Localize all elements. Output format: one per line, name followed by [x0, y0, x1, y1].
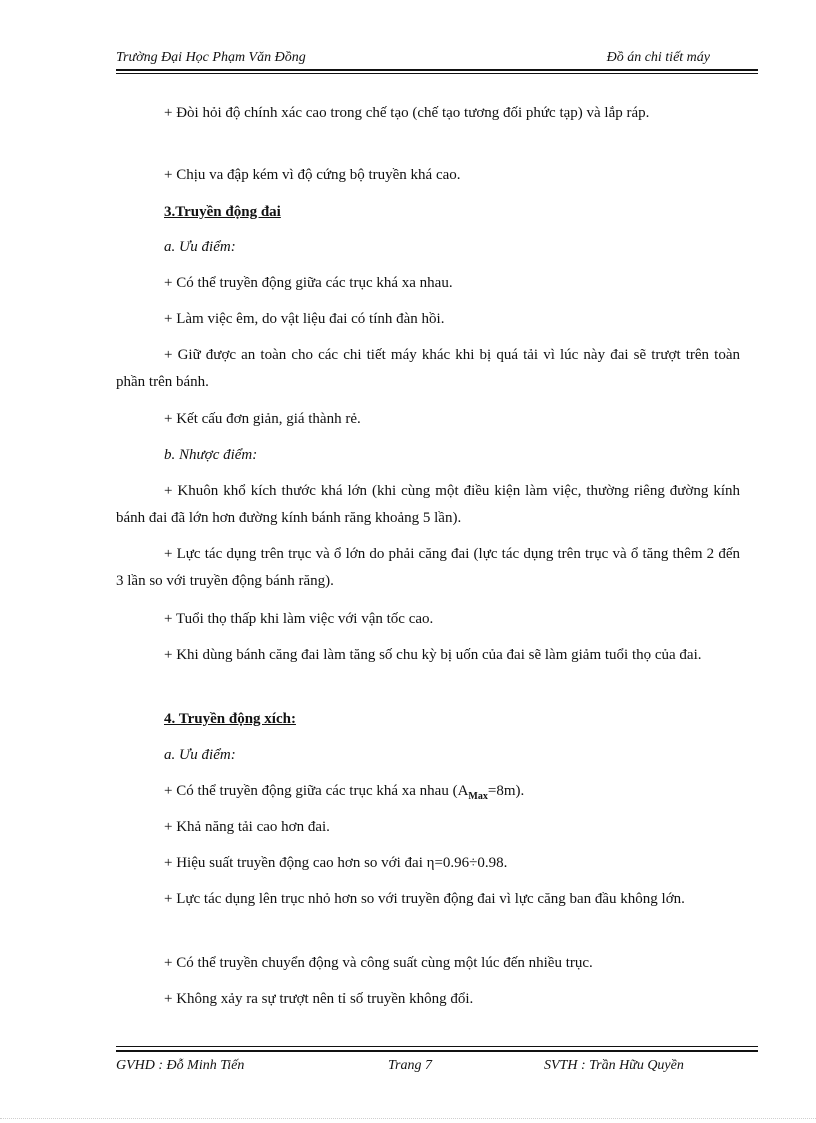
section-heading-belt: [164, 199, 740, 226]
paragraph: + Khả năng tải cao hơn đai.: [164, 819, 330, 835]
header-school: Trường Đại Học Phạm Văn Đồng: [116, 50, 306, 65]
paragraph: + Có thể truyền chuyển động và công suất cùng một lúc đến nhiều trục.: [164, 955, 593, 971]
paragraph: + Khi dùng bánh căng đai làm tăng số chu kỳ bị uốn của đai sẽ làm giảm tuổi thọ của đai.: [164, 647, 702, 663]
heading-text: 3.Truyền động đai: [164, 204, 281, 220]
paragraph: + Chịu va đập kém vì độ cứng bộ truyền khá cao.: [164, 167, 461, 183]
heading-text: 4. Truyền động xích:: [164, 711, 296, 727]
footer-advisor: GVHD : Đỗ Minh Tiến: [116, 1058, 245, 1073]
footer-student: SVTH : Trần Hữu Quyền: [544, 1058, 684, 1073]
page-edge: [0, 1118, 816, 1119]
footer-rule: [116, 1050, 758, 1052]
paragraph: + Tuổi thọ thấp khi làm việc với vận tốc cao.: [164, 611, 434, 627]
subscript: Max: [468, 791, 488, 802]
header-course: Đồ án chi tiết máy: [606, 50, 710, 65]
paragraph: + Có thể truyền động giữa các trục khá xa nhau.: [164, 275, 453, 291]
paragraph: [164, 778, 740, 810]
paragraph: + Không xảy ra sự trượt nên tỉ số truyền không đổi.: [164, 991, 474, 1007]
section-heading-chain: [164, 706, 740, 733]
subheading-advantages: a. Ưu điểm:: [164, 747, 236, 763]
text-part: =8m).: [487, 783, 525, 799]
footer-rule-thin: [116, 1046, 758, 1047]
paragraph: + Đòi hỏi độ chính xác cao trong chế tạo (chế tạo tương đối phức tạp) và lắp ráp.: [164, 105, 650, 121]
paragraph: + Làm việc êm, do vật liệu đai có tính đàn hồi.: [164, 311, 445, 327]
header-rule: [116, 69, 758, 71]
paragraph: + Kết cấu đơn giản, giá thành rẻ.: [164, 411, 361, 427]
subheading-advantages: a. Ưu điểm:: [164, 239, 236, 255]
text-part: + Có thể truyền động giữa các trục khá xa nhau (A: [164, 783, 469, 799]
paragraph: + Lực tác dụng lên trục nhỏ hơn so với truyền động đai vì lực căng ban đầu không lớn.: [164, 891, 685, 907]
page-header: [116, 50, 758, 70]
paragraph: + Khuôn khổ kích thước khá lớn (khi cùng một điều kiện làm việc, thường riêng đường kính bánh đai đã lớn hơn đường kính bánh răng khoảng 5 lần).: [116, 483, 740, 526]
subheading-disadvantages: b. Nhược điểm:: [164, 447, 258, 463]
paragraph: + Hiệu suất truyền động cao hơn so với đai η=0.96÷0.98.: [164, 855, 508, 871]
paragraph: + Lực tác dụng trên trục và ổ lớn do phải căng đai (lực tác dụng trên trục và ổ tăng thêm 2 đến 3 lần so với truyền động bánh răng).: [116, 546, 740, 589]
header-rule-thin: [116, 73, 758, 74]
page-number: Trang 7: [388, 1058, 432, 1073]
paragraph: + Giữ được an toàn cho các chi tiết máy khác khi bị quá tải vì lúc này đai sẽ trượt trên toàn phần trên bánh.: [116, 347, 740, 390]
